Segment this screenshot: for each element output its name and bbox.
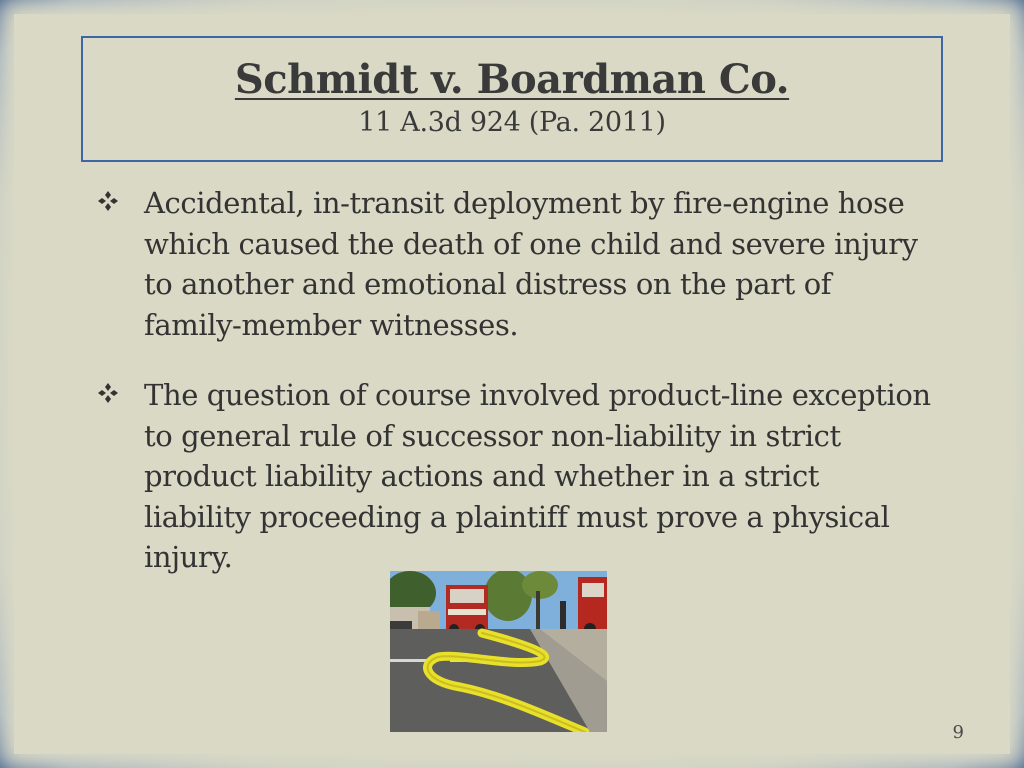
four-diamond-icon	[96, 381, 120, 405]
fire-hose-photo-illustration	[390, 571, 607, 732]
bullet-list	[92, 183, 932, 608]
page-number: 9	[952, 722, 964, 743]
bullet-item	[92, 375, 932, 578]
fire-hose-photo	[390, 571, 607, 732]
four-diamond-icon	[96, 189, 120, 213]
case-citation: 11 A.3d 924 (Pa. 2011)	[358, 107, 666, 138]
slide-title: Schmidt v. Boardman Co.	[234, 56, 790, 103]
bullet-text: Accidental, in-transit deployment by fire-engine hose which caused the death of one child and severe injury to another and emotional distress on the part of family-member witnesses.	[144, 186, 918, 342]
bullet-text: The question of course involved product-line exception to general rule of successor non-liability in strict product liability actions and whether in a strict liability proceeding a plaintiff must prove a physical injury.	[144, 378, 931, 574]
bullet-item	[92, 183, 932, 345]
title-box	[81, 36, 943, 162]
